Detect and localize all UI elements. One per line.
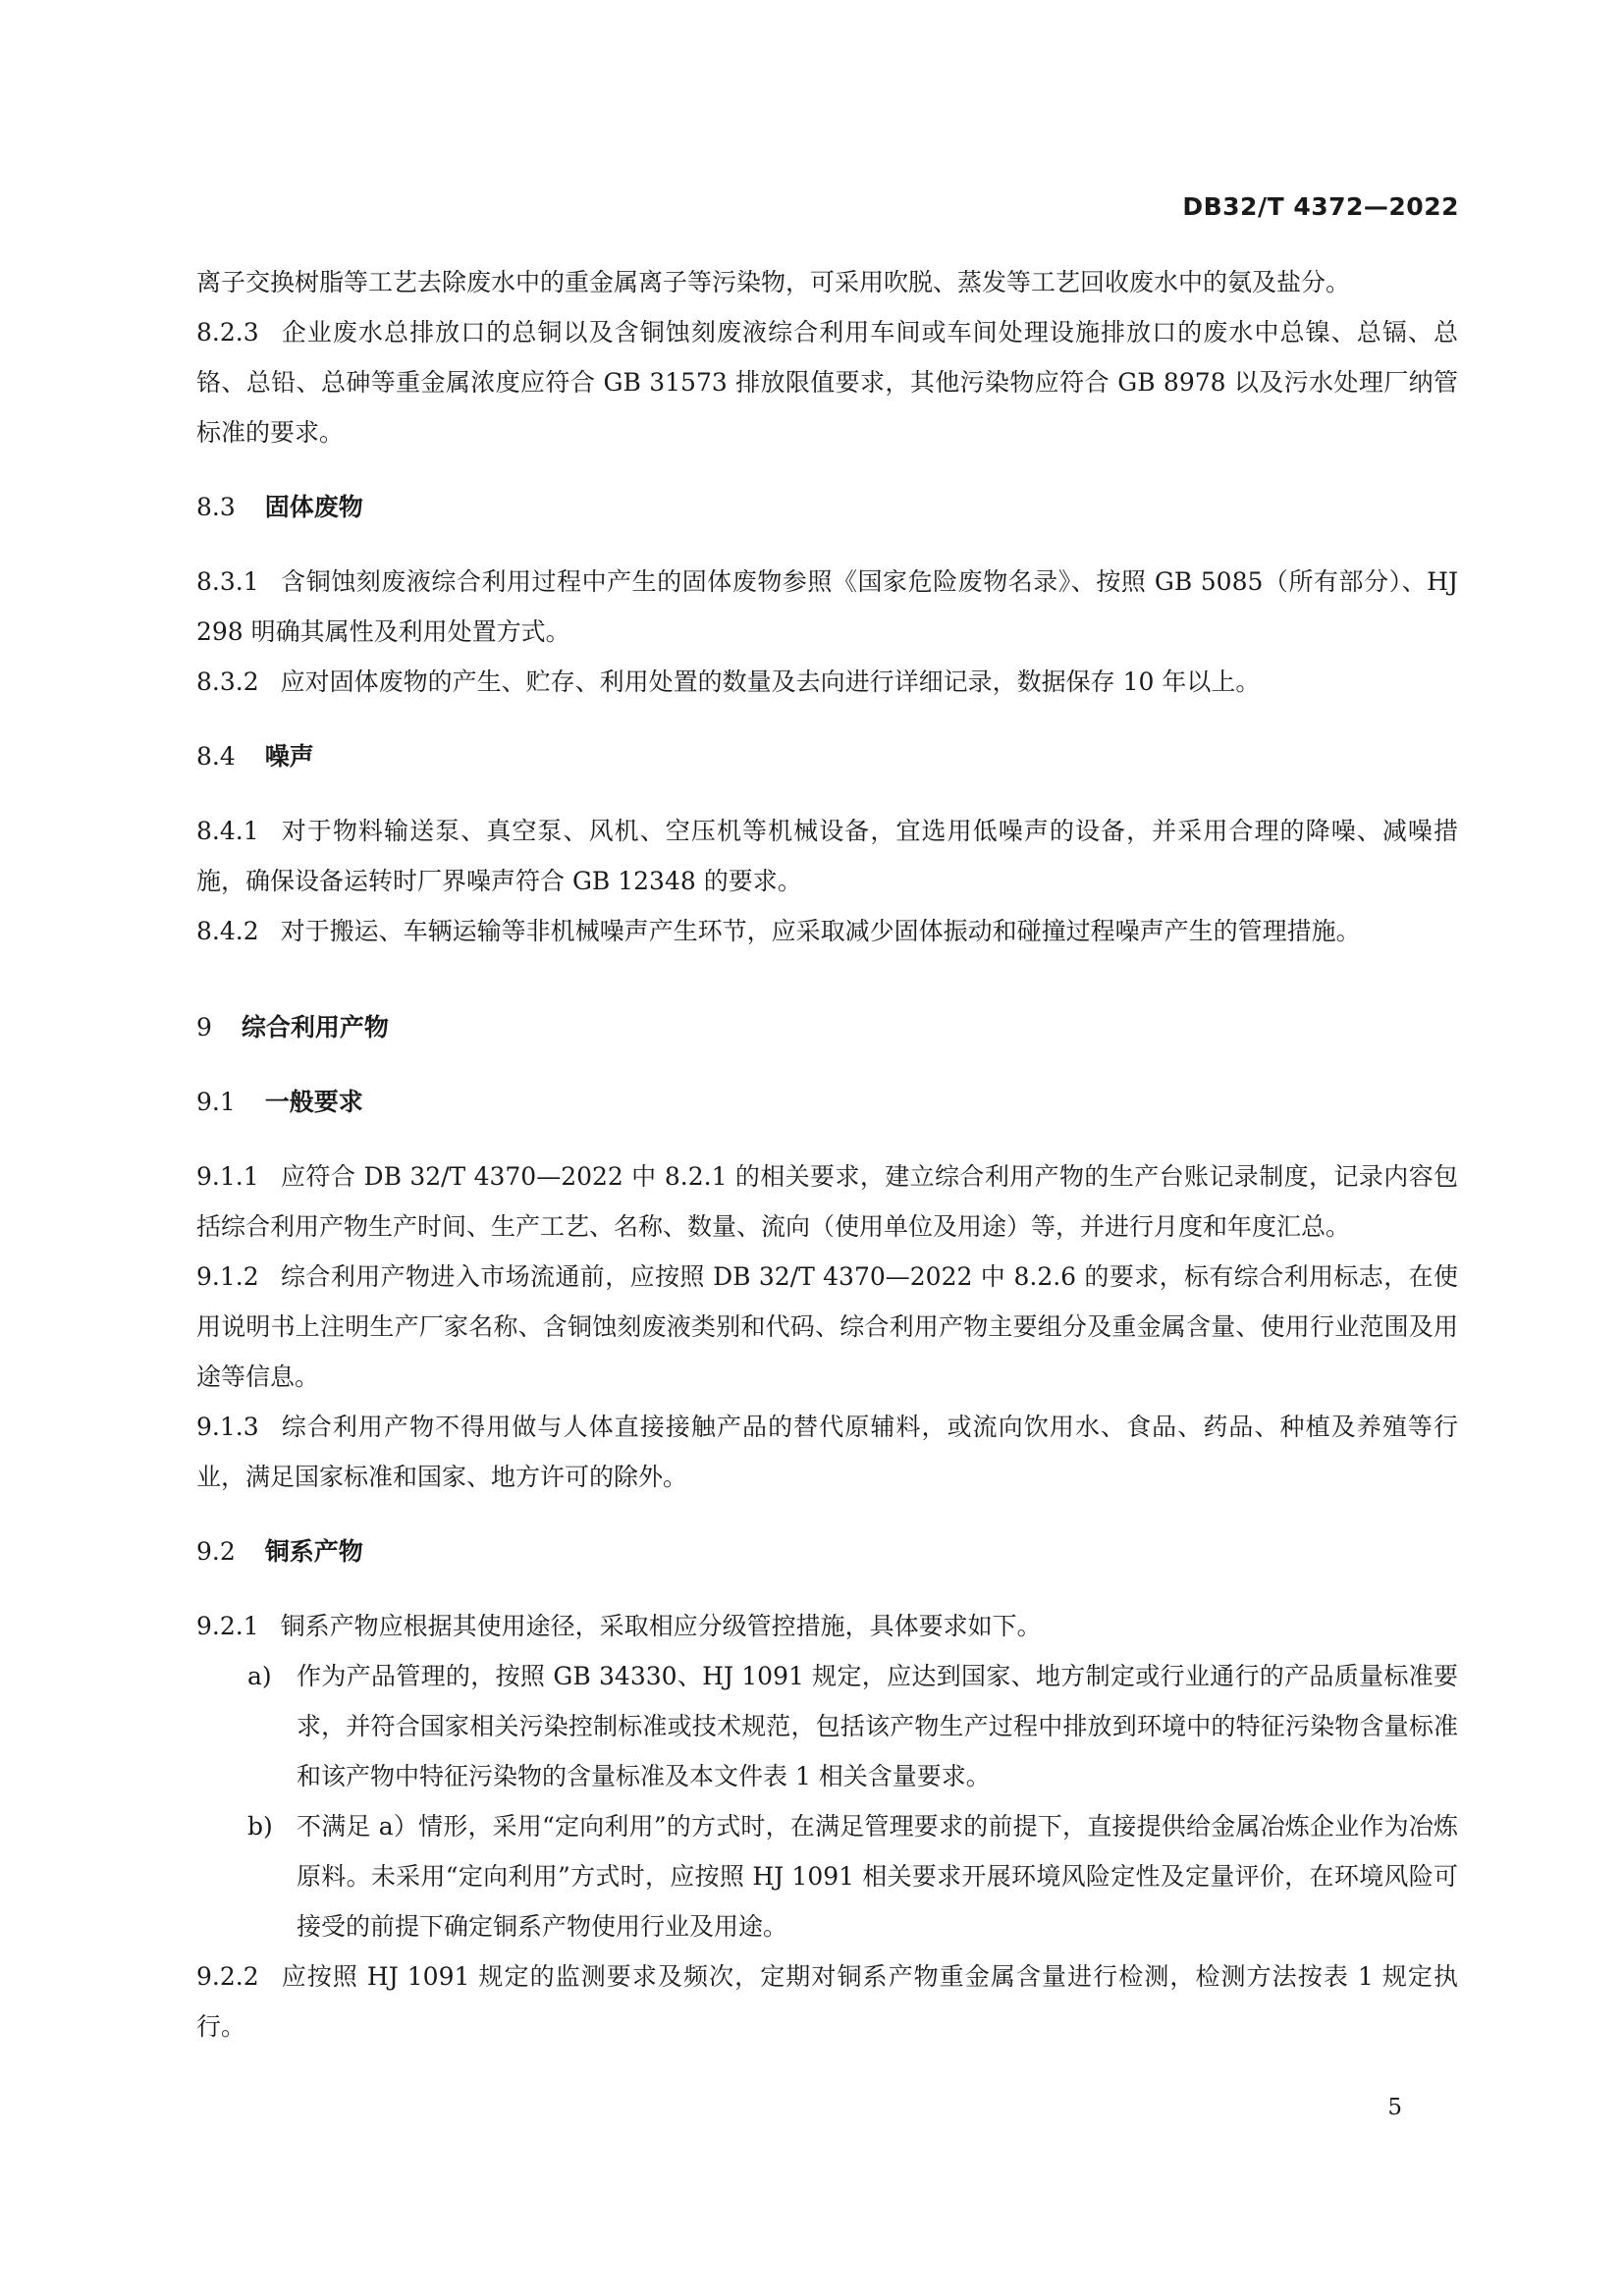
clause-text: 应按照 HJ 1091 规定的监测要求及频次，定期对铜系产物重金属含量进行检测，检测方法按表 1 规定执行。 <box>196 1962 1458 2041</box>
list-marker: a) <box>247 1662 272 1690</box>
clause-8-3-1 <box>196 557 1458 657</box>
clause-number: 8.2.3 <box>196 318 259 347</box>
clause-text: 对于物料输送泵、真空泵、风机、空压机等机械设备，宜选用低噪声的设备，并采用合理的降噪、减噪措施，确保设备运转时厂界噪声符合 GB 12348 的要求。 <box>196 817 1458 895</box>
standard-code: DB32/T 4372—2022 <box>1182 192 1459 221</box>
heading-title: 铜系产物 <box>264 1537 363 1566</box>
heading-number: 9.2 <box>196 1537 236 1566</box>
heading-number: 8.3 <box>196 493 236 521</box>
heading-number: 9 <box>196 1013 212 1041</box>
clause-number: 9.1.2 <box>196 1262 259 1291</box>
clause-number: 9.1.1 <box>196 1162 259 1191</box>
clause-text: 企业废水总排放口的总铜以及含铜蚀刻废液综合利用车间或车间处理设施排放口的废水中总镍、总镉、总铬、总铅、总砷等重金属浓度应符合 GB 31573 排放限值要求，其他污染物应符合 GB 8978 以及污水处理厂纳管标准的要求。 <box>196 318 1458 447</box>
heading-number: 8.4 <box>196 742 236 771</box>
heading-title: 噪声 <box>264 742 314 771</box>
heading-number: 9.1 <box>196 1088 236 1116</box>
list-text: 作为产品管理的，按照 GB 34330、HJ 1091 规定，应达到国家、地方制定或行业通行的产品质量标准要求，并符合国家相关污染控制标准或技术规范，包括该产物生产过程中排放到环境中的特征污染物含量标准和该产物中特征污染物的含量标准及本文件表 1 相关含量要求。 <box>297 1662 1458 1790</box>
clause-8-2-3 <box>196 307 1458 457</box>
clause-number: 9.1.3 <box>196 1413 259 1441</box>
clause-text: 对于搬运、车辆运输等非机械噪声产生环节，应采取减少固体振动和碰撞过程噪声产生的管理措施。 <box>280 917 1361 945</box>
clause-9-2-1 <box>196 1601 1458 1651</box>
heading-9 <box>196 1002 1458 1052</box>
list-item-b <box>247 1801 1458 1951</box>
heading-9-2 <box>196 1526 1458 1576</box>
document-body <box>196 257 1458 2052</box>
clause-number: 9.2.1 <box>196 1612 259 1640</box>
clause-text: 综合利用产物不得用做与人体直接接触产品的替代原辅料，或流向饮用水、食品、药品、种植及养殖等行业，满足国家标准和国家、地方许可的除外。 <box>196 1413 1458 1491</box>
clause-8-3-2 <box>196 657 1458 707</box>
paragraph-continued: 离子交换树脂等工艺去除废水中的重金属离子等污染物，可采用吹脱、蒸发等工艺回收废水中的氨及盐分。 <box>196 268 1351 296</box>
heading-title: 综合利用产物 <box>241 1013 389 1041</box>
clause-9-2-2 <box>196 1951 1458 2052</box>
clause-text: 应符合 DB 32/T 4370—2022 中 8.2.1 的相关要求，建立综合利用产物的生产台账记录制度，记录内容包括综合利用产物生产时间、生产工艺、名称、数量、流向（使用单位及用途）等，并进行月度和年度汇总。 <box>196 1162 1458 1241</box>
heading-8-3 <box>196 482 1458 532</box>
clause-number: 8.4.1 <box>196 817 259 845</box>
clause-8-4-1 <box>196 806 1458 906</box>
list-text: 不满足 a）情形，采用“定向利用”的方式时，在满足管理要求的前提下，直接提供给金属冶炼企业作为冶炼原料。未采用“定向利用”方式时，应按照 HJ 1091 相关要求开展环境风险定性及定量评价，在环境风险可接受的前提下确定铜系产物使用行业及用途。 <box>297 1812 1458 1941</box>
clause-9-1-2 <box>196 1252 1458 1402</box>
list-marker: b) <box>247 1812 273 1841</box>
clause-number: 9.2.2 <box>196 1962 259 1991</box>
page-number: 5 <box>1387 2095 1402 2120</box>
clause-9-1-1 <box>196 1151 1458 1252</box>
clause-9-1-3 <box>196 1402 1458 1502</box>
clause-text: 含铜蚀刻废液综合利用过程中产生的固体废物参照《国家危险废物名录》、按照 GB 5085（所有部分）、HJ 298 明确其属性及利用处置方式。 <box>196 567 1458 646</box>
clause-text: 综合利用产物进入市场流通前，应按照 DB 32/T 4370—2022 中 8.2.6 的要求，标有综合利用标志，在使用说明书上注明生产厂家名称、含铜蚀刻废液类别和代码、综合利用产物主要组分及重金属含量、使用行业范围及用途等信息。 <box>196 1262 1458 1391</box>
heading-title: 固体废物 <box>264 493 363 521</box>
clause-text: 应对固体废物的产生、贮存、利用处置的数量及去向进行详细记录，数据保存 10 年以上。 <box>280 667 1261 696</box>
heading-8-4 <box>196 731 1458 781</box>
clause-8-4-2 <box>196 906 1458 956</box>
clause-text: 铜系产物应根据其使用途径，采取相应分级管控措施，具体要求如下。 <box>280 1612 1042 1640</box>
heading-9-1 <box>196 1077 1458 1127</box>
clause-number: 8.3.2 <box>196 667 259 696</box>
list-item-a <box>247 1651 1458 1801</box>
heading-title: 一般要求 <box>264 1088 363 1116</box>
clause-number: 8.3.1 <box>196 567 259 596</box>
clause-number: 8.4.2 <box>196 917 259 945</box>
